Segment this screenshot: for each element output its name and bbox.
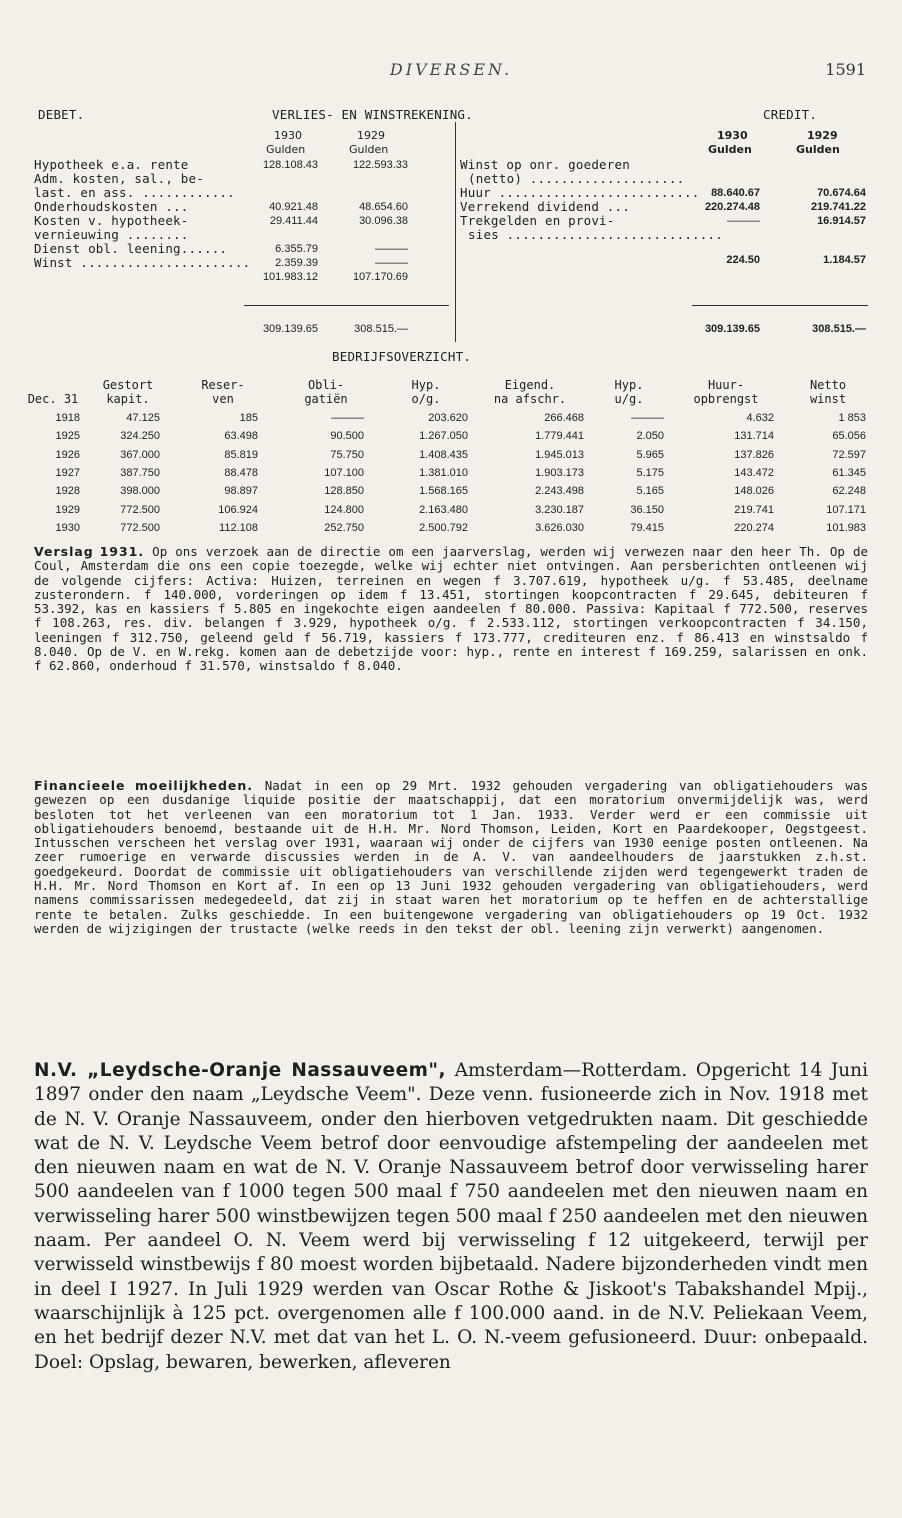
financieele-lead: Financieele moeilijkheden.: [34, 778, 254, 793]
bz-header-bottom: opbrengst: [693, 392, 759, 406]
pl-right-value-1930: 88.640.67: [711, 187, 760, 199]
pl-right-value-1930: 224.50: [726, 254, 760, 266]
right-total-1930: 309.139.65: [704, 323, 760, 335]
pl-left-value-1930: 101.983.12: [262, 271, 318, 283]
bz-header-bottom: o/g.: [411, 392, 441, 406]
bz-header-bottom: Dec. 31: [27, 392, 79, 406]
bz-header-top: Hyp.: [614, 378, 644, 392]
right-year-1930: 1930: [717, 129, 748, 142]
bz-cell: 1.779.441: [535, 430, 584, 443]
bz-cell: 1.903.173: [535, 466, 584, 479]
bz-header-bottom: winst: [809, 392, 847, 406]
bz-cell: 1.408.435: [419, 448, 468, 461]
left-unit-1930: Gulden: [266, 143, 306, 156]
bz-header-top: Eigend.: [504, 378, 556, 392]
bz-header-top: Huur-: [707, 378, 745, 392]
pl-left-value-1929: 122.593.33: [352, 159, 408, 171]
bz-cell: 3.626.030: [535, 521, 584, 534]
bz-cell: 5.165: [636, 485, 664, 498]
verslag-lead: Verslag 1931.: [34, 544, 145, 559]
pl-left-label: Kosten v. hypotheek-: [34, 213, 189, 228]
pl-right-value-1930: ———: [727, 215, 760, 227]
bz-header-top: Reser-: [201, 378, 245, 392]
left-total-1930: 309.139.65: [262, 323, 318, 335]
bz-cell: 219.741: [734, 503, 774, 516]
bz-row-year: 1927: [55, 466, 80, 479]
bz-cell: 106.924: [218, 503, 258, 516]
bz-header-top: Obli-: [307, 378, 345, 392]
bz-cell: 1.945.013: [535, 448, 584, 461]
bz-cell: 47.125: [126, 412, 160, 424]
pl-left-value-1929: ———: [375, 257, 408, 269]
pl-right-label: Verrekend dividend ...: [460, 199, 630, 214]
bz-cell: 266.468: [544, 412, 584, 424]
left-total-1929: 308.515.—: [354, 323, 408, 335]
pl-left-value-1929: ———: [375, 243, 408, 255]
bz-cell: 220.274: [734, 521, 774, 534]
bz-cell: 203.620: [428, 412, 468, 424]
bz-row-year: 1930: [55, 521, 80, 534]
bz-header-bottom: ven: [212, 392, 234, 406]
verslag-text: Op ons verzoek aan de directie om een jaarverslag, werden wij verwezen naar den heer Th. Op de Coul, Amsterdam die ons een copie toezegde, welke wij echter niet ontvingen. Aan persberichten ontleenen wij de volgende cijfers: Activa: Huizen, terreinen en wegen f 3.707.619, hypotheek u/g. f 53.485, deelname zusterondern. f 140.000, vorderingen op idem f 13.451, stortingen koopcontracten f 29.645, debiteuren f 53.392, kas en kassiers f 5.805 en ingekochte eigen aandeelen f 80.000. Passiva: Kapitaal f 772.500, reserves f 108.263, res. div. belangen f 3.929, hypotheek o/g. f 2.533.112, stortingen verkoopcontracten f 34.150, leeningen f 312.750, geleend geld f 56.719, kassiers f 173.777, crediteuren enz. f 86.413 en winstsaldo f 8.040. Op de V. en W.rekg. komen aan de debetzijde voor: hyp., rente en interest f 169.259, salarissen en onk. f 62.860, onderhoud f 31.570, winstsaldo f 8.040.: [34, 544, 868, 674]
pl-right-value-1929: 1.184.57: [823, 254, 866, 266]
page-number: 1591: [825, 60, 866, 79]
pl-left-value-1929: 30.096.38: [359, 215, 408, 227]
pl-title: VERLIES- EN WINSTREKENING.: [272, 107, 473, 122]
bz-cell: 2.050: [636, 430, 664, 443]
pl-right-label: sies ............................: [468, 227, 723, 242]
right-total-1929: 308.515.—: [812, 323, 866, 335]
bz-cell: 2.500.792: [419, 521, 468, 534]
bz-cell: 772.500: [120, 521, 160, 534]
leydsche-text: Amsterdam—Rotterdam. Opgericht 14 Juni 1897 onder den naam „Leydsche Veem". Deze venn. fusioneerde zich in Nov. 1918 met de N. V. Oranje Nassauveem, onder den hierboven vetgedrukten naam. Dit geschiedde wat de N. V. Leydsche Veem betrof door eenvoudige afstempeling der aandeelen met den nieuwen naam en wat de N. V. Oranje Nassauveem betrof door verwisseling harer 500 aandeelen van f 1000 tegen 500 maal f 750 aandeelen met den nieuwen naam en verwisseling harer 500 winstbewijzen tegen 500 maal f 250 aandeelen met den nieuwen naam. Per aandeel O. N. Veem werd bij verwisseling f 12 uitgekeerd, terwijl per verwisseld winstbewijs f 80 moest worden bijbetaald. Nadere bijzonderheden vindt men in deel I 1927. In Juli 1929 werden van Oscar Rothe & Jiskoot's Tabakshandel Mpij., waarschijnlijk à 125 pct. overgenomen alle f 100.000 aand. in de N.V. Peliekaan Veem, en het bedrijf dezer N.V. met dat van het L. O. N.-veem gefusioneerd. Duur: onbepaald. Doel: Opslag, bewaren, bewerken, afleveren: [34, 1060, 868, 1373]
bz-cell: 1.267.050: [419, 430, 468, 443]
bz-cell: 107.171: [826, 503, 866, 516]
pl-left-label: Onderhoudskosten ...: [34, 199, 189, 214]
pl-right-value-1930: 220.274.48: [704, 201, 760, 213]
pl-left-label: last. en ass. ............: [34, 185, 235, 200]
bz-cell: 4.632: [746, 412, 774, 424]
pl-left-label: Hypotheek e.a. rente: [34, 157, 189, 172]
leydsche-paragraph: [34, 1059, 868, 1375]
bz-cell: 90.500: [330, 430, 364, 443]
bz-cell: 367.000: [120, 448, 160, 461]
bz-header-bottom: kapit.: [106, 392, 150, 406]
pl-right-value-1929: 219.741.22: [810, 201, 866, 213]
right-year-1929: 1929: [807, 129, 838, 142]
bz-cell: 79.415: [630, 521, 664, 534]
pl-left-value-1930: 40.921.48: [269, 201, 318, 213]
bz-cell: 61.345: [832, 466, 866, 479]
bz-cell: 1 853: [838, 412, 866, 424]
bz-cell: ———: [631, 412, 664, 424]
right-total-rule: [692, 305, 868, 306]
bedrijfsoverzicht-title: BEDRIJFSOVERZICHT.: [332, 349, 472, 364]
bz-cell: 36.150: [630, 503, 664, 516]
bz-cell: 75.750: [330, 448, 364, 461]
left-unit-1929: Gulden: [349, 143, 389, 156]
bz-row-year: 1929: [55, 503, 80, 516]
bz-row-year: 1928: [55, 485, 80, 498]
right-unit-1929: Gulden: [796, 143, 840, 156]
pl-left-label: vernieuwing ........: [34, 227, 189, 242]
bz-header-bottom: gatiën: [304, 392, 348, 406]
bz-row-year: 1926: [55, 448, 80, 461]
left-year-1930: 1930: [274, 129, 302, 142]
bz-header-top: Gestort: [102, 378, 154, 392]
pl-left-value-1929: 48.654.60: [359, 201, 408, 213]
bz-row-year: 1925: [55, 430, 80, 443]
bz-cell: 387.750: [120, 466, 160, 479]
leydsche-lead: N.V. „Leydsche-Oranje Nassauveem",: [34, 1060, 447, 1081]
left-total-rule: [244, 305, 449, 306]
verslag-paragraph: [34, 545, 868, 674]
bz-cell: 131.714: [734, 430, 774, 443]
pl-left-value-1930: 6.355.79: [275, 243, 318, 255]
bz-cell: 2.243.498: [535, 485, 584, 498]
bz-cell: 101.983: [826, 521, 866, 534]
bz-cell: 88.478: [224, 466, 258, 479]
pl-left-value-1930: 29.411.44: [269, 215, 318, 227]
bz-cell: ———: [331, 412, 364, 424]
bz-cell: 2.163.480: [419, 503, 468, 516]
pl-right-label: (netto) ....................: [468, 171, 685, 186]
bz-header-top: Hyp.: [411, 378, 441, 392]
left-year-1929: 1929: [357, 129, 385, 142]
bz-cell: 65.056: [832, 430, 866, 443]
bz-cell: 137.826: [734, 448, 774, 461]
bz-header-bottom: u/g.: [614, 392, 644, 406]
bz-cell: 5.965: [636, 448, 664, 461]
credit-heading: CREDIT.: [763, 107, 818, 122]
bz-header-bottom: na afschr.: [493, 392, 567, 406]
bz-cell: 112.108: [219, 521, 258, 534]
bz-cell: 148.026: [734, 485, 774, 498]
debet-heading: DEBET.: [38, 107, 85, 122]
bz-cell: 85.819: [224, 448, 258, 461]
bz-cell: 324.250: [120, 430, 160, 443]
pl-right-value-1929: 70.674.64: [817, 187, 866, 199]
bz-cell: 185: [239, 412, 258, 424]
bz-cell: 3.230.187: [535, 503, 584, 516]
bz-cell: 107.100: [324, 466, 364, 479]
pl-right-label: Trekgelden en provi-: [460, 213, 615, 228]
bz-cell: 252.750: [324, 521, 364, 534]
bz-cell: 1.568.165: [419, 485, 468, 498]
center-divider: [455, 122, 456, 342]
running-header-title: DIVERSEN.: [389, 60, 513, 79]
bz-cell: 128.850: [324, 485, 364, 498]
bz-cell: 63.498: [224, 430, 258, 443]
financieele-paragraph: [34, 779, 868, 936]
pl-right-label: Winst op onr. goederen: [460, 157, 630, 172]
bz-cell: 98.897: [224, 485, 258, 498]
pl-left-value-1930: 2.359.39: [275, 257, 318, 269]
pl-left-label: Dienst obl. leening......: [34, 241, 228, 256]
pl-left-value-1930: 128.108.43: [262, 159, 318, 171]
pl-left-value-1929: 107.170.69: [352, 271, 408, 283]
pl-right-value-1929: 16.914.57: [817, 215, 866, 227]
bz-cell: 143.472: [734, 466, 774, 479]
bz-cell: 62.248: [832, 485, 866, 498]
financieele-text: Nadat in een op 29 Mrt. 1932 gehouden vergadering van obligatiehouders was gewezen op een dusdanige liquide positie der maatschappij, dat een moratorium onvermijdelijk was, werd besloten tot het verleenen van een moratorium tot 1 Jan. 1933. Verder werd er een commissie uit obligatiehouders benoemd, bestaande uit de H.H. Mr. Nord Thomson, Leiden, Kort en Paardekooper, Oegstgeest. Intusschen verscheen het verslag over 1931, waaraan wij onder de cijfers van 1930 eenige posten ontleenen. Na zeer rumoerige en verwarde discussies werden in de A. V. van aandeelhouders de jaarstukken z.h.st. goedgekeurd. Doordat de commissie uit obligatiehouders van verschillende zijden werd tegengewerkt traden de H.H. Mr. Nord Thomson en Kort af. In een op 13 Juni 1932 gehouden vergadering van obligatiehouders, werd namens commissarissen medegedeeld, dat zij in staat waren het moratorium op te heffen en de achterstallige rente te betalen. Zulks geschiedde. In een buitengewone vergadering van obligatiehouders op 19 Oct. 1932 werden de wijzigingen der trustacte (welke reeds in den tekst der obl. leening zijn verwerkt) aangenomen.: [34, 778, 869, 936]
bz-cell: 124.800: [324, 503, 364, 516]
pl-left-label: Adm. kosten, sal., be-: [34, 171, 204, 186]
bz-cell: 772.500: [120, 503, 160, 516]
bz-cell: 1.381.010: [419, 466, 468, 479]
bz-cell: 398.000: [120, 485, 160, 498]
bz-cell: 72.597: [832, 448, 866, 461]
right-unit-1930: Gulden: [708, 143, 752, 156]
bz-header-top: Netto: [809, 378, 847, 392]
bz-row-year: 1918: [55, 412, 80, 424]
pl-right-label: Huur ..........................: [460, 185, 700, 200]
bz-cell: 5.175: [636, 466, 664, 479]
pl-left-label: Winst ......................: [34, 255, 251, 270]
